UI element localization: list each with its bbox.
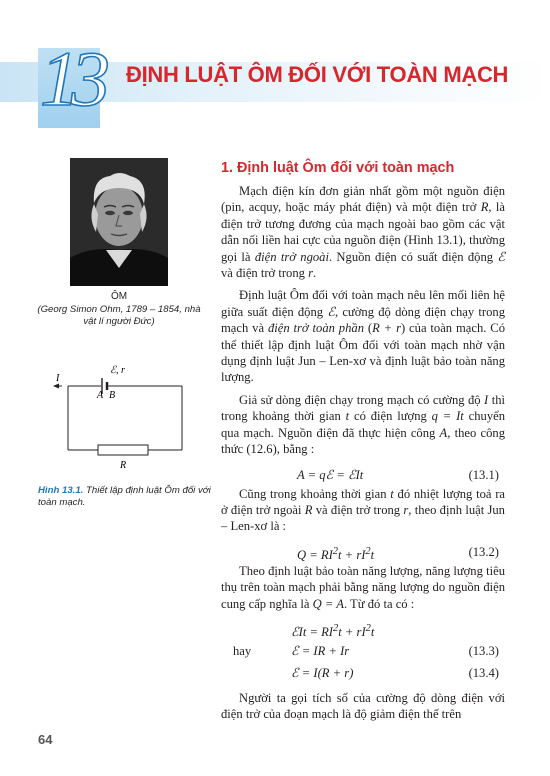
chapter-title: ĐỊNH LUẬT ÔM ĐỐI VỚI TOÀN MẠCH [126, 62, 509, 87]
chapter-number: 13 [40, 35, 102, 122]
equation-13-3 [221, 640, 505, 662]
resistor [98, 445, 148, 455]
portrait-name: ÔM [110, 291, 128, 302]
ohm-portrait-image [70, 158, 168, 286]
resistor-label: R [120, 460, 127, 471]
current-arrow-head [53, 384, 59, 389]
equation-13-1 [221, 464, 505, 486]
paragraph-6: Người ta gọi tích số của cường độ dòng điện với điện trở của đoạn mạch là độ giảm điện thế trên [221, 690, 505, 722]
paragraph-3: Giả sử dòng điện chạy trong mạch có cường độ I thì trong khoảng thời gian t có điện lượng q = It chuyển qua mạch. Nguồn điện đã thực hiện công A, theo công thức (12.6), bằng : [221, 392, 506, 457]
equation-13-4 [221, 662, 505, 684]
terminal-a-label: A [97, 390, 104, 401]
paragraph-1: Mạch điện kín đơn giản nhất gồm một nguồn điện (pin, acquy, hoặc máy phát điện) và một điện trở R, là điện trở tương đương của mạch ngoài bao gồm các vật dẫn nối liền hai cực của nguồn điện (Hình 13.1), thường gọi là điện trở ngoài. Nguồn điện có suất điện động ℰ và điện trở trong r. [221, 184, 505, 281]
emf-label: ℰ, r [110, 365, 125, 376]
equation-number: (13.1) [468, 467, 499, 482]
equation-expression: ℰ = I(R + r) [291, 665, 354, 680]
terminal-b-label: B [109, 390, 116, 401]
portrait-caption: (Georg Simon Ohm, 1789 – 1854, nhà vật lí người Đức) [37, 304, 201, 327]
page-number: 64 [38, 732, 53, 747]
equation-prefix: hay [233, 643, 252, 658]
equation-energy [221, 618, 505, 640]
figure-caption-label: Hình 13.1. [38, 485, 84, 496]
current-label: I [56, 373, 60, 384]
paragraph-4: Cũng trong khoảng thời gian t đó nhiệt lượng toả ra ở điện trở ngoài R và điện trở trong r, theo định luật Jun – Len-xơ là : [221, 486, 505, 534]
figure-caption [38, 485, 218, 509]
section-heading: 1. Định luật Ôm đối với toàn mạch [221, 160, 455, 176]
equation-expression: A = qℰ = ℰIt [297, 467, 364, 482]
equation-expression: ℰIt = $RI^2t + rI^2t$ [291, 622, 375, 640]
equation-number: (13.4) [468, 665, 499, 680]
paragraph-2: Định luật Ôm đối với toàn mạch nêu lên mối liên hệ giữa suất điện động ℰ, cường độ dòng điện chạy trong mạch và điện trở toàn phần (R + r) của toàn mạch. Có thể thiết lập định luật Ôm đối với toàn mạch nhờ vận dụng định luật Jun – Len-xơ và định luật bảo toàn năng lượng. [221, 288, 505, 385]
main-column [221, 158, 505, 729]
equation-number: (13.2) [468, 544, 499, 559]
equation-13-2 [221, 541, 505, 563]
paragraph-5: Theo định luật bảo toàn năng lượng, năng lượng tiêu thụ trên toàn mạch phải bằng năng lượng do nguồn điện cung cấp nghĩa là Q = A. Từ đó ta có : [221, 563, 505, 611]
equation-expression: ℰ = IR + Ir [291, 643, 350, 658]
figure-caption-text: Thiết lập định luật Ôm đối với toàn mạch. [38, 485, 211, 508]
equation-expression: $Q = RI^2t + rI^2t$ [297, 545, 375, 562]
circuit-diagram [40, 358, 210, 478]
equation-number: (13.3) [468, 643, 499, 658]
